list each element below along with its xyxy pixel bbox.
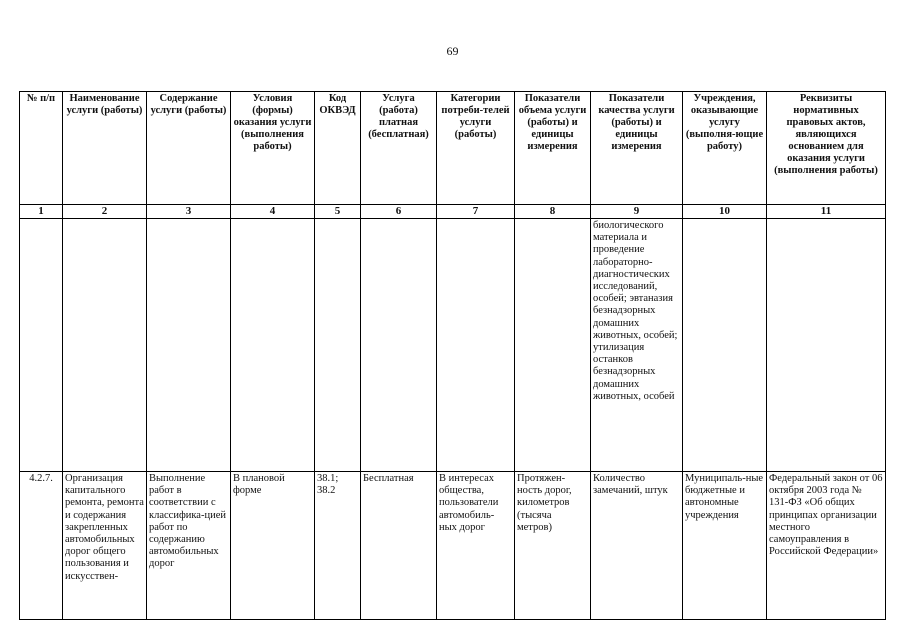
table-cell	[231, 219, 315, 472]
column-number: 1	[20, 205, 63, 219]
table-cell	[361, 219, 437, 472]
header-service-name: Наименование услуги (работы)	[63, 92, 147, 205]
institutions: Муниципаль-ные бюджетные и автономные учреждения	[683, 472, 767, 620]
okved-code: 38.1; 38.2	[315, 472, 361, 620]
column-number: 11	[767, 205, 886, 219]
column-number: 10	[683, 205, 767, 219]
service-conditions: В плановой форме	[231, 472, 315, 620]
column-number: 7	[437, 205, 515, 219]
header-service-conditions: Условия (формы) оказания услуги (выполнения работы)	[231, 92, 315, 205]
row-number: 4.2.7.	[20, 472, 63, 620]
column-number: 3	[147, 205, 231, 219]
table-cell	[515, 219, 591, 472]
column-number: 4	[231, 205, 315, 219]
volume-indicators: Протяжен-ность дорог, километров (тысяча метров)	[515, 472, 591, 620]
service-name: Организация капитального ремонта, ремонта и содержания закрепленных автомобильных дорог общего пользования и искусствен-	[63, 472, 147, 620]
header-institutions: Учреждения, оказывающие услугу (выполня-ющие работу)	[683, 92, 767, 205]
column-number: 5	[315, 205, 361, 219]
header-volume-indicators: Показатели объема услуги (работы) и единицы измерения	[515, 92, 591, 205]
header-service-content: Содержание услуги (работы)	[147, 92, 231, 205]
column-number: 8	[515, 205, 591, 219]
header-number: № п/п	[20, 92, 63, 205]
table-cell	[683, 219, 767, 472]
table-cell-quality-continued: биологического материала и проведение лабораторно-диагностических исследований, особей; эвтаназия безнадзорных домашних животных, особей; утилизация останков безнадзорных домашних животных, особей	[591, 219, 683, 472]
column-number-row	[20, 205, 886, 219]
column-number: 6	[361, 205, 437, 219]
column-number: 2	[63, 205, 147, 219]
table-cell	[437, 219, 515, 472]
header-legal-acts: Реквизиты нормативных правовых актов, являющихся основанием для оказания услуги (выполнения работы)	[767, 92, 886, 205]
consumer-categories: В интересах общества, пользователи автомобиль-ных дорог	[437, 472, 515, 620]
service-content: Выполнение работ в соответствии с классифика-цией работ по содержанию автомобильных дорог	[147, 472, 231, 620]
column-number: 9	[591, 205, 683, 219]
legal-acts: Федеральный закон от 06 октября 2003 года № 131-ФЗ «Об общих принципах организации местного самоуправления в Российской Федерации»	[767, 472, 886, 620]
table-cell	[63, 219, 147, 472]
page-number: 69	[446, 44, 459, 58]
header-paid-free: Услуга (работа) платная (бесплатная)	[361, 92, 437, 205]
table-cell	[147, 219, 231, 472]
paid-free: Бесплатная	[361, 472, 437, 620]
services-registry-table	[19, 91, 886, 620]
table-cell	[20, 219, 63, 472]
header-okved-code: Код ОКВЭД	[315, 92, 361, 205]
table-header-row	[20, 92, 886, 205]
header-quality-indicators: Показатели качества услуги (работы) и единицы измерения	[591, 92, 683, 205]
quality-indicators: Количество замечаний, штук	[591, 472, 683, 620]
table-row	[20, 219, 886, 472]
table-cell	[767, 219, 886, 472]
table-row	[20, 472, 886, 620]
header-consumer-categories: Категории потреби-телей услуги (работы)	[437, 92, 515, 205]
table-cell	[315, 219, 361, 472]
